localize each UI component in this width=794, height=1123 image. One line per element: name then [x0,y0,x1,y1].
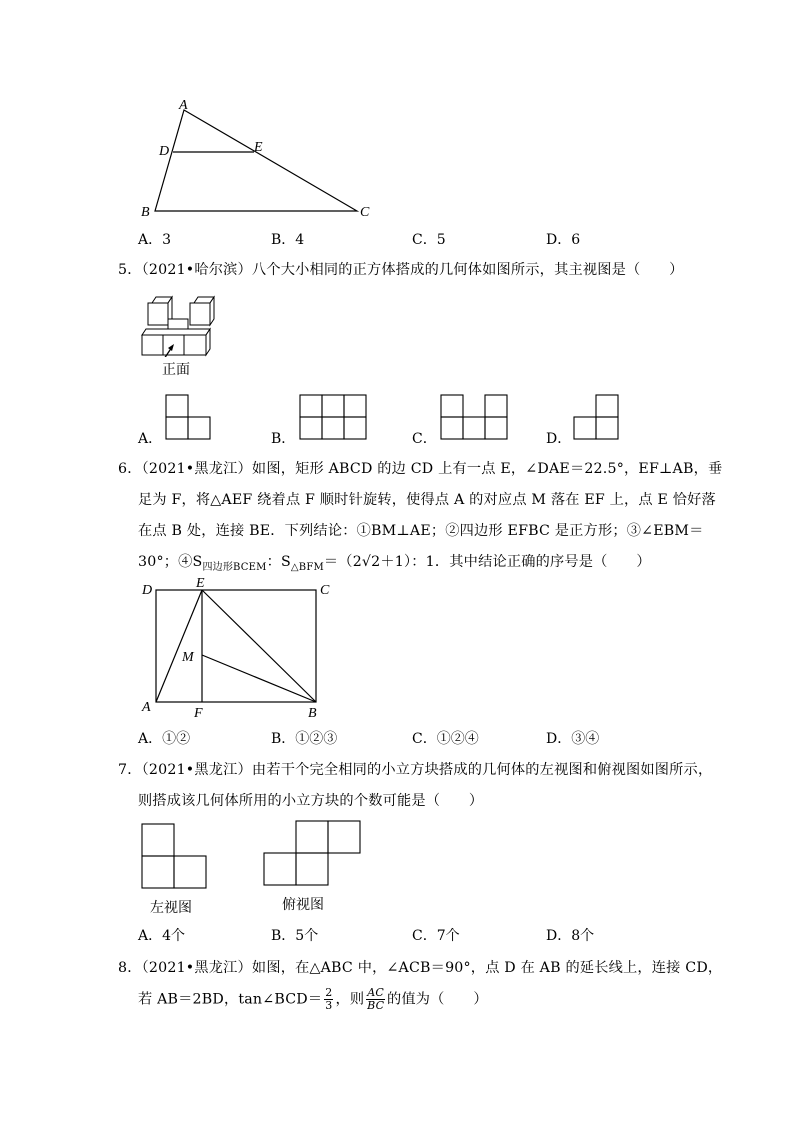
q6-line4-sub2: △BFM [290,561,324,573]
q8-line2-part2: ，则 [335,991,365,1008]
q6-option-c[interactable]: C．①②④ [412,731,479,747]
q8-ratio-fraction: $\frac{AC}{BC}$ [367,986,385,1012]
q5-solid-figure [138,293,223,357]
q6-stem-line4 [138,551,651,573]
q7-stem-line1: 7．（2021•黑龙江）由若干个完全相同的小立方块搭成的几何体的左视图和俯视图如图所示， [118,762,713,778]
q4-option-b[interactable]: B．4 [271,232,305,248]
q5-stem: 5．（2021•哈尔滨）八个大小相同的正方体搭成的几何体如图所示，其主视图是（ ） [118,262,684,278]
q8-line2-part1: 若 AB＝2BD，tan∠BCD＝ [138,991,323,1008]
q5-option-a[interactable]: A． [138,431,163,447]
q6-option-d[interactable]: D．③④ [546,731,600,747]
q5-option-d[interactable]: D． [546,431,572,447]
q8-tan-fraction: $\frac{2}{3}$ [325,986,333,1012]
q6-line4-part2: ：S [266,554,291,570]
q7-left-view-caption: 左视图 [150,900,192,916]
q6-stem-line1: 6．（2021•黑龙江）如图，矩形 ABCD 的边 CD 上有一点 E，∠DAE＝22.5°，EF⊥AB，垂 [118,461,723,477]
q8-line2-part3: 的值为（ ） [387,991,488,1008]
q4-label-a: A [179,98,188,113]
q4-label-b: B [141,205,150,220]
q6-stem-line3: 在点 B 处，连接 BE．下列结论：①BM⊥AE；②四边形 EFBC 是正方形；③∠EBM＝ [138,523,704,539]
q6-rectangle-figure [136,575,346,720]
q6-label-e: E [196,576,205,591]
q5-option-b[interactable]: B． [271,431,296,447]
q8-stem-line1: 8．（2021•黑龙江）如图，在△ABC 中，∠ACB＝90°，点 D 在 AB 的延长线上，连接 CD， [118,960,723,976]
q4-label-d: D [159,144,170,159]
q7-option-c[interactable]: C．7个 [412,928,460,944]
q5-option-d-view [573,394,621,440]
q7-option-a[interactable]: A．4个 [138,928,186,944]
q6-label-a: A [142,700,151,715]
q6-stem-line2: 足为 F，将△AEF 绕着点 F 顺时针旋转，使得点 A 的对应点 M 落在 EF 上，点 E 恰好落 [138,492,716,508]
q4-triangle [155,110,357,211]
q6-label-f: F [194,706,203,720]
q5-option-c-view [440,394,510,440]
q6-rectangle [156,590,316,702]
q5-front-label: 正面 [162,362,190,378]
q5-option-c[interactable]: C． [412,431,437,447]
q4-triangle-figure [130,95,380,225]
q4-option-d[interactable]: D．6 [546,232,581,248]
q5-option-b-view [299,394,369,440]
q7-left-view [141,823,211,891]
q5-option-a-view [165,394,213,440]
q7-top-view-caption: 俯视图 [282,897,324,913]
q6-line4-sub1: 四边形BCEM [202,561,267,573]
q6-label-d: D [142,583,153,598]
q4-label-e: E [254,140,263,155]
q6-label-b: B [308,706,317,720]
q7-stem-line2: 则搭成该几何体所用的小立方块的个数可能是（ ） [138,793,484,809]
q4-option-a[interactable]: A．3 [138,232,172,248]
q6-line4-part3: ＝（2√2＋1）：1．其中结论正确的序号是（ ） [323,554,651,570]
q6-option-b[interactable]: B．①②③ [271,731,338,747]
q6-option-a[interactable]: A．①② [138,731,191,747]
q4-label-c: C [360,205,370,220]
q7-option-b[interactable]: B．5个 [271,928,319,944]
q6-label-c: C [320,583,330,598]
q6-line4-part1: 30°；④S [138,554,203,570]
q4-option-c[interactable]: C．5 [412,232,446,248]
q8-stem-line2 [138,987,488,1012]
q7-option-d[interactable]: D．8个 [546,928,595,944]
q7-top-view [263,820,363,888]
q6-label-m: M [182,650,194,665]
